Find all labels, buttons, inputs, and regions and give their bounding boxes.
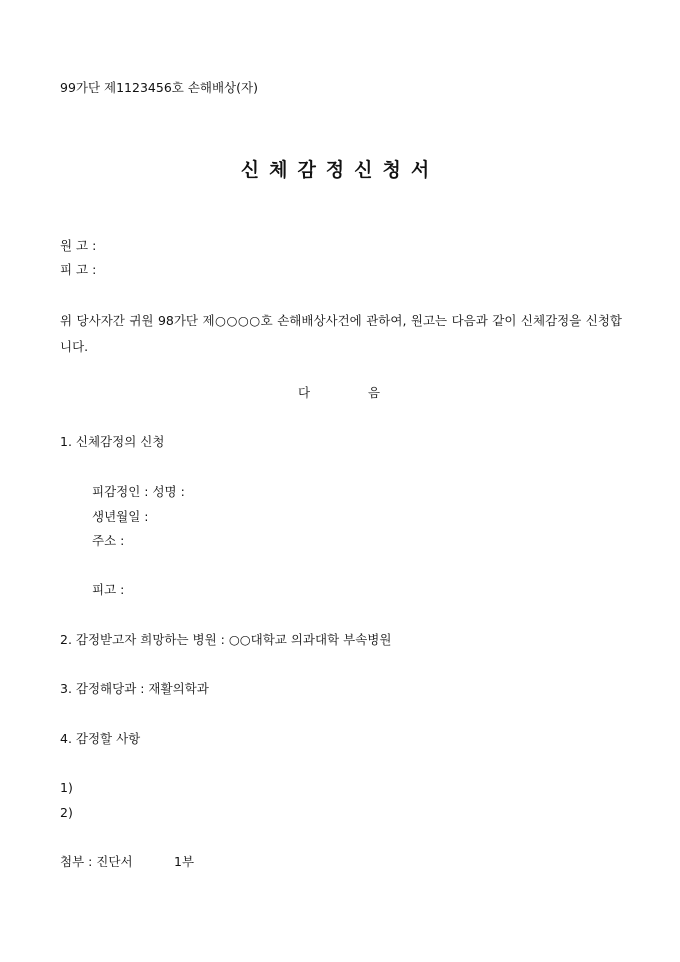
subject-name-line: 피감정인 : 성명 :: [92, 484, 185, 499]
sub-item-2: 2): [60, 805, 73, 820]
item-3-department: 3. 감정해당과 : 재활의학과: [60, 681, 209, 696]
sub-item-1: 1): [60, 780, 73, 795]
heading-left: 다: [298, 385, 311, 400]
case-number: 99가단 제1123456호 손해배상(자): [60, 80, 258, 95]
defendant-line: 피 고 :: [60, 262, 97, 277]
attachment-label: 첨부 : 진단서: [60, 854, 133, 869]
birth-date-line: 생년월일 :: [92, 509, 149, 524]
attachment-count: 1부: [174, 854, 195, 869]
item-2-hospital: 2. 감정받고자 희망하는 병원 : ○○대학교 의과대학 부속병원: [60, 632, 392, 647]
item-1-heading: 1. 신체감정의 신청: [60, 434, 165, 449]
address-line: 주소 :: [92, 533, 125, 548]
item-4-heading: 4. 감정할 사항: [60, 731, 141, 746]
defendant-sub-line: 피고 :: [92, 582, 125, 597]
plaintiff-line: 원 고 :: [60, 238, 97, 253]
document-title: 신체감정신청서: [240, 159, 440, 181]
heading-right: 음: [368, 385, 381, 400]
intro-paragraph: 위 당사자간 귀원 98가단 제○○○○호 손해배상사건에 관하여, 원고는 다음과 같이 신체감정을 신청합니다.: [60, 313, 622, 354]
